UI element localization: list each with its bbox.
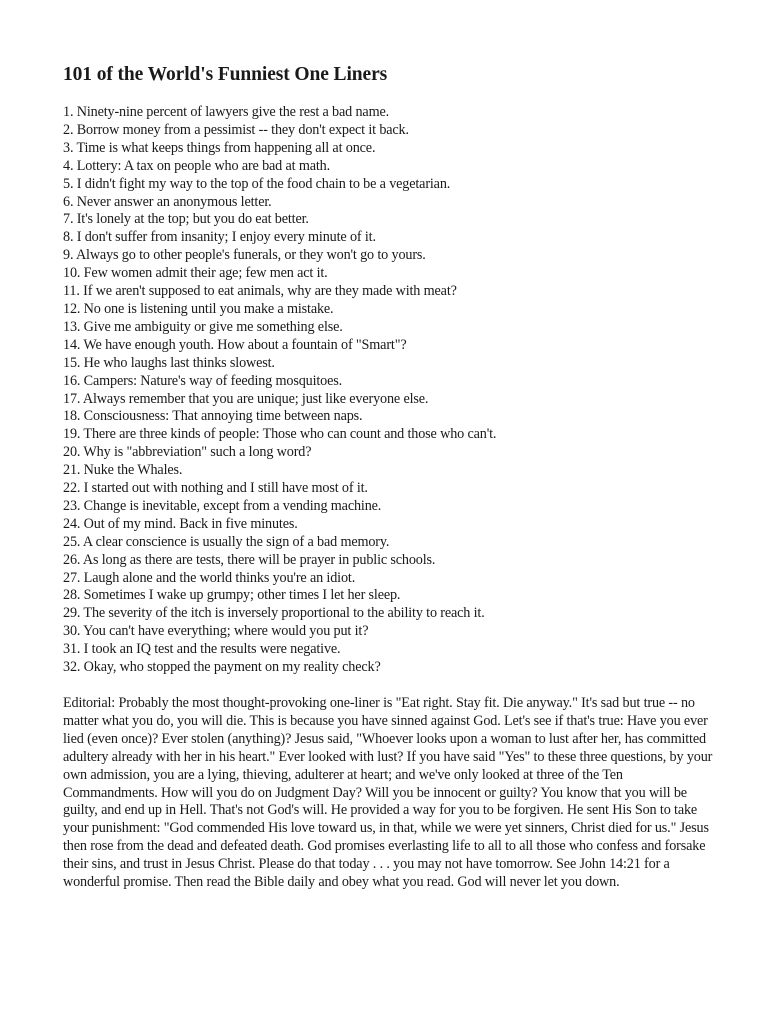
editorial-paragraph: Editorial: Probably the most thought-provoking one-liner is "Eat right. Stay fit. Die anyway." It's sad but true -- no matter what you do, you will die. This is because you have sinned against God. Let's see if that's true: Have you ever lied (even once)? Ever stolen (anything)? Jesus said, "Whoever looks upon a woman to lust after her, has committed adultery already with her in his heart." Ever looked with lust? If you have said "Yes" to these three questions, by your own admission, you are a lying, thieving, adulterer at heart; and we've only looked at three of the Ten Commandments. How will you do on Judgment Day? Will you be innocent or guilty? You know that you will be guilty, and end up in Hell. That's not God's will. He provided a way for you to be forgiven. He sent His Son to take your punishment: "God commended His love toward us, in that, while we were yet sinners, Christ died for us." Jesus then rose from the dead and defeated death. God promises everlasting life to all to all those who confess and forsake their sins, and trust in Jesus Christ. Please do that today . . . you may not have tomorrow. See John 14:21 for a wonderful promise. Then read the Bible daily and obey what you read. God will never let you down.: [63, 695, 713, 891]
one-liner-item: 21. Nuke the Whales.: [63, 462, 183, 479]
one-liner-item: 22. I started out with nothing and I still have most of it.: [63, 480, 368, 497]
one-liner-item: 30. You can't have everything; where would you put it?: [63, 623, 369, 640]
one-liner-item: 3. Time is what keeps things from happening all at once.: [63, 139, 376, 156]
one-liner-item: 23. Change is inevitable, except from a vending machine.: [63, 497, 382, 514]
one-liner-item: 26. As long as there are tests, there will be prayer in public schools.: [63, 551, 436, 568]
one-liner-item: 9. Always go to other people's funerals, or they won't go to yours.: [63, 247, 426, 264]
document-title: 101 of the World's Funniest One Liners: [63, 64, 388, 85]
one-liner-item: 29. The severity of the itch is inversely proportional to the ability to reach it.: [63, 605, 485, 622]
one-liner-item: 19. There are three kinds of people: Those who can count and those who can't.: [63, 426, 497, 443]
one-liner-item: 27. Laugh alone and the world thinks you're an idiot.: [63, 569, 356, 586]
one-liner-item: 20. Why is "abbreviation" such a long word?: [63, 444, 312, 461]
one-liner-item: 1. Ninety-nine percent of lawyers give the rest a bad name.: [63, 104, 390, 120]
one-liner-item: 24. Out of my mind. Back in five minutes.: [63, 515, 298, 532]
one-liner-item: 2. Borrow money from a pessimist -- they don't expect it back.: [63, 121, 409, 138]
one-liner-item: 28. Sometimes I wake up grumpy; other times I let her sleep.: [63, 587, 401, 604]
one-liner-item: 4. Lottery: A tax on people who are bad at math.: [63, 157, 331, 174]
one-liner-item: 6. Never answer an anonymous letter.: [63, 193, 272, 210]
one-liner-item: 13. Give me ambiguity or give me something else.: [63, 318, 343, 335]
one-liner-item: 17. Always remember that you are unique; just like everyone else.: [63, 390, 429, 407]
one-liner-item: 25. A clear conscience is usually the sign of a bad memory.: [63, 533, 390, 550]
one-liner-item: 8. I don't suffer from insanity; I enjoy every minute of it.: [63, 229, 376, 246]
one-liner-item: 15. He who laughs last thinks slowest.: [63, 354, 275, 371]
one-liner-item: 11. If we aren't supposed to eat animals, why are they made with meat?: [63, 283, 457, 300]
one-liner-item: 5. I didn't fight my way to the top of the food chain to be a vegetarian.: [63, 175, 451, 192]
one-liner-item: 14. We have enough youth. How about a fountain of "Smart"?: [63, 336, 407, 353]
one-liners-list: [63, 104, 713, 677]
document-page: [63, 64, 713, 906]
one-liner-item: 7. It's lonely at the top; but you do eat better.: [63, 211, 309, 228]
one-liner-item: 31. I took an IQ test and the results were negative.: [63, 641, 341, 658]
one-liner-item: 12. No one is listening until you make a mistake.: [63, 300, 334, 317]
one-liner-item: 18. Consciousness: That annoying time between naps.: [63, 408, 363, 425]
one-liner-item: 16. Campers: Nature's way of feeding mosquitoes.: [63, 372, 343, 389]
one-liner-item: 32. Okay, who stopped the payment on my reality check?: [63, 659, 381, 676]
one-liner-item: 10. Few women admit their age; few men act it.: [63, 265, 328, 282]
